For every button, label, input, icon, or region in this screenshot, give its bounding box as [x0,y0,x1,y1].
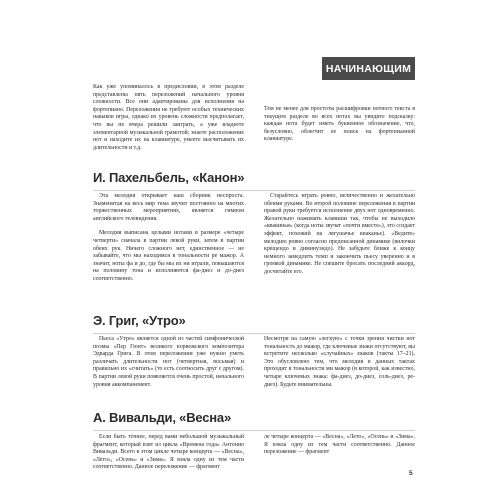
body-paragraph: Старайтесь играть ровно, величественно и желательно обеими руками. Во второй половине переложения в партии правой руки требуется исполнение двух нот одновременно. Желательно нажимать клавиши так, чтобы не выходило «квакинья» (когда ноты звучат «почти вместе»), это создает эффект, похожий на лягушачье кваканье). «Ведите» мелодию ровно согласно предписанной динамике (вилочки крещендо и диминуэндо). Не забудьте ближе к концу немного замедлить темп и закончить пьесу уверенно и в громкой динамике. Не спешите бросать последний аккорд, досчитайте его. [264,193,415,275]
section-title-pachelbel: И. Пахельбель, «Канон» [93,170,415,191]
section-pachelbel-column-left [93,193,244,284]
body-paragraph: Несмотря на самую «легкую» с точки зрения чистки нот тональность до мажор, где ключевые знаки отсутствуют, вы встретите несколько «случайных» знаков (такты 17–21). Это обусловлено тем, что мелодия в данных тактах проходит в тональности ми мажор (в которой, как известно, четыре ключевых знака: фа-диез, до-диез, соль-диез, ре-диез). Будьте внимательны. [264,336,415,388]
section-title-vivaldi: А. Вивальди, «Весна» [93,410,415,431]
section-vivaldi-column-left [93,434,244,471]
body-paragraph: Эта мелодия открывает наш сборник неспроста. Знаменитая на весь мир тема звучит постоянно на многих торжественных мероприятиях, является гимном английского телевидения. [93,193,244,222]
section-header-tag: НАЧИНАЮЩИМ [322,57,415,80]
section-title-grieg: Э. Григ, «Утро» [93,313,415,334]
section-grieg-column-right [264,336,415,389]
intro-paragraph: Тем не менее для простоты расшифровки нотного текста в текущем разделе во всех нотах вы увидите подсказку: каждая нота будет иметь буквенное обозначение, что, безусловно, облегчит ее поиск на фортепианной клавиатуре. [264,106,415,143]
body-paragraph: ле четыре концерта — «Весна», «Лето», «Осень» и «Зима». Я взяла одну из тем части соответственно. Данное переложение — фрагмент [264,434,415,456]
intro-paragraph: Как уже упоминалось в предисловии, в этом разделе представлены пять переложений начального уровня сложности. Все они адаптированы для исполнения на фортепиано. Переложения не требуют особых технических навыков игры, однако их уровень сложности предполагает, что вы не вчера решили заиграть, а уже владеете элементарной музыкальной грамотой; знаете расположение нот и находите их на клавиатуре, умеете высчитывать их длительности и т.д. [93,84,244,151]
section-pachelbel-columns [93,193,415,284]
section-pachelbel-column-right [264,193,415,284]
section-grieg-columns [93,336,415,389]
body-paragraph: Пьеса «Утро» является одной из частей симфонической поэмы «Пер Гюнт» великого норвежского композитора Эдварда Грига. В этом переложении уже нужно уметь различать длительности нот (четвертная, восьмая) и правильно их «считать» (то есть соотносить друг с другом). В партии левой руки появляется очень простой, начального уровня аккомпанемент. [93,336,244,388]
intro-column-right [264,84,415,152]
body-paragraph: Если быть точнее, перед вами небольшой музыкальный фрагмент, который взят из цикла «Времена года» Антонио Вивальди. Всего в этом цикле четыре концерта — «Весна», «Лето», «Осень» и «Зима». Я взяла одну из тем части соответственно. Данное переложение — фрагмент [93,434,244,471]
section-vivaldi-columns [93,434,415,471]
page-number: 5 [409,470,413,477]
intro-columns [93,84,415,152]
body-paragraph: Мелодия выписана целыми нотами в размере «четыре четверти» сначала в партии левой руки, затем в партии обеих рук. Ничего сложного нет, единственное — не забывайте, что мы находимся в тональности ре мажор. А значит, ноты фа и до, где бы мы их ни играли, повышаются на половину тона и исполняются фа-диез и до-диез соответственно. [93,230,244,282]
section-vivaldi-column-right [264,434,415,464]
section-grieg-column-left [93,336,244,389]
intro-column-left [93,84,244,152]
